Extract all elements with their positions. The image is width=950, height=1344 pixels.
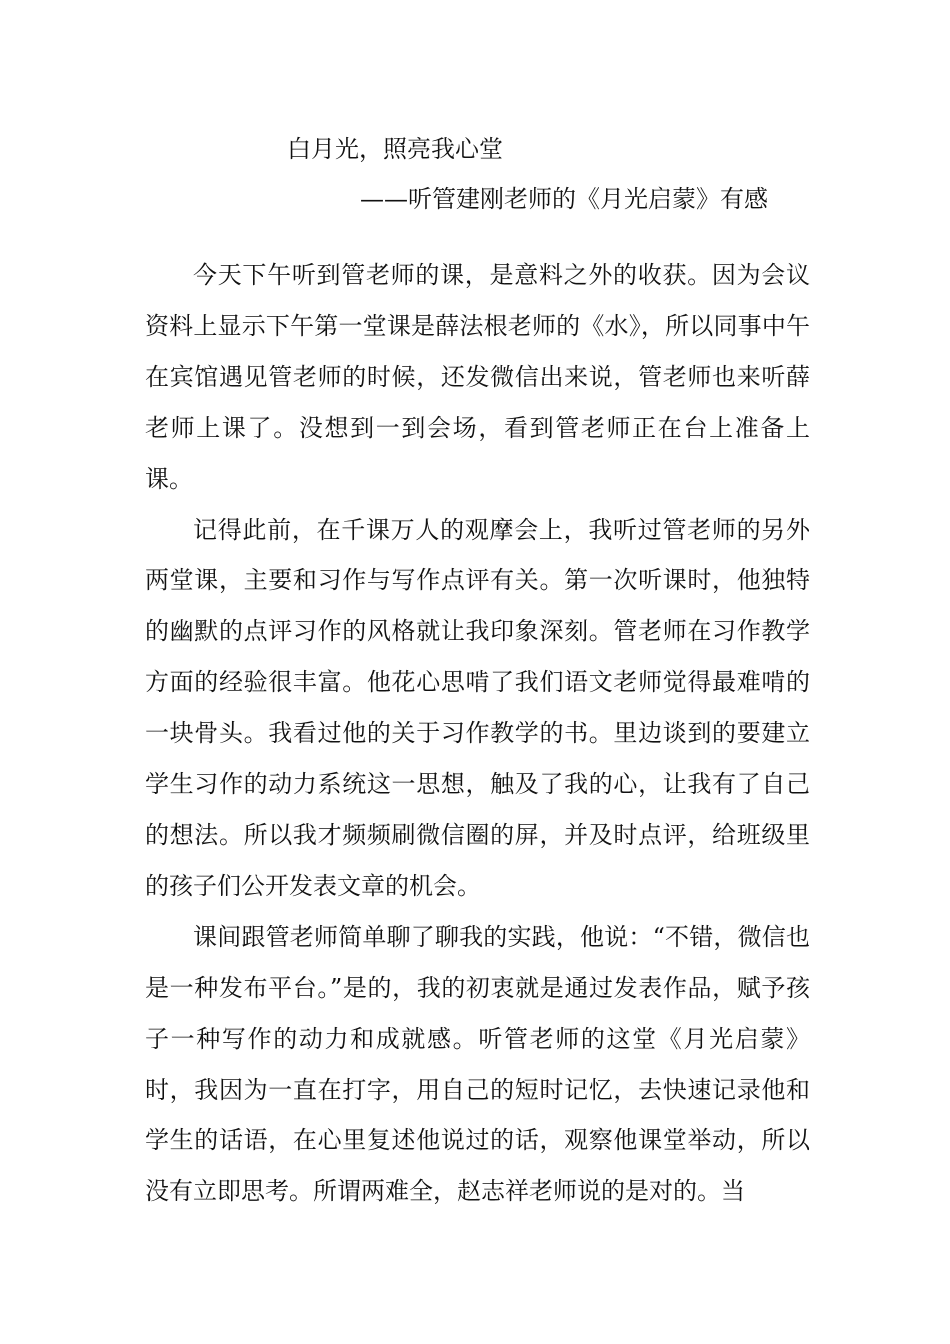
paragraph: 课间跟管老师简单聊了聊我的实践，他说：“不错，微信也是一种发布平台。”是的，我的初衷就是通过发表作品，赋予孩子一种写作的动力和成就感。听管老师的这堂《月光启蒙》时，我因为一直在打字，用自己的短时记忆，去快速记录他和学生的话语，在心里复述他说过的话，观察他课堂举动，所以没有立即思考。所谓两难全，赵志祥老师说的是对的。当 (145, 922, 810, 1206)
document-body (145, 250, 810, 1217)
paragraph: 今天下午听到管老师的课，是意料之外的收获。因为会议资料上显示下午第一堂课是薛法根老师的《水》，所以同事中午在宾馆遇见管老师的时候，还发微信出来说，管老师也来听薛老师上课了。没想到一到会场，看到管老师正在台上准备上课。 (145, 261, 810, 493)
document-title: 白月光，照亮我心堂 (287, 135, 503, 163)
paragraph: 记得此前，在千课万人的观摩会上，我听过管老师的另外两堂课，主要和习作与写作点评有关。第一次听课时，他独特的幽默的点评习作的风格就让我印象深刻。管老师在习作教学方面的经验很丰富。他花心思啃了我们语文老师觉得最难啃的一块骨头。我看过他的关于习作教学的书。里边谈到的要建立学生习作的动力系统这一思想，触及了我的心，让我有了自己的想法。所以我才频频刷微信圈的屏，并及时点评，给班级里的孩子们公开发表文章的机会。 (145, 515, 810, 900)
document-subtitle: ——听管建刚老师的《月光启蒙》有感 (360, 185, 768, 213)
